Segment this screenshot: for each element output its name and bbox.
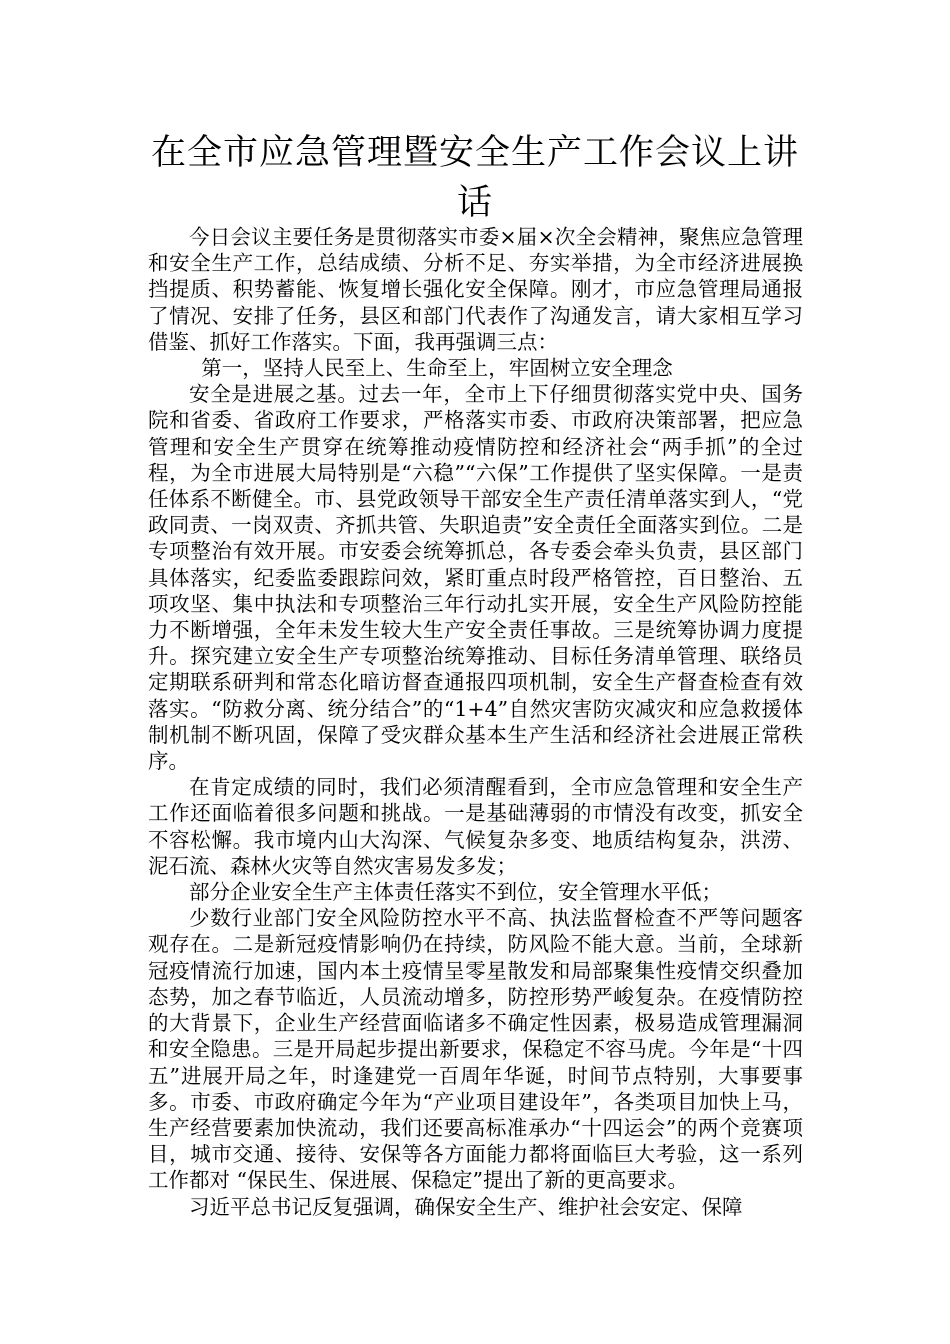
paragraph-achievements: 安全是进展之基。过去一年，全市上下仔细贯彻落实党中央、国务院和省委、省政府工作要求，严格落实市委、市政府决策部署，把应急管理和安全生产贯穿在统筹推动疫情防控和经济社会“两手抓”的全过程，为全市进展大局特别是“六稳”“六保”工作提供了坚实保障。一是责任体系不断健全。市、县党政领导干部安全生产责任清单落实到人，“党政同责、一岗双责、齐抓共管、失职追责”安全责任全面落实到位。二是专项整治有效开展。市安委会统筹抓总，各专委会牵头负责，县区部门具体落实，纪委监委跟踪问效，紧盯重点时段严格管控，百日整治、五项攻坚、集中执法和专项整治三年行动扎实开展，安全生产风险防控能力不断增强，全年未发生较大生产安全责任事故。三是统筹协调力度提升。探究建立安全生产专项整治统筹推动、目标任务清单管理、联络员定期联系研判和常态化暗访督查通报四项机制，安全生产督查检查有效落实。“防救分离、统分结合”的“1+4”自然灾害防灾减灾和应急救援体制机制不断巩固，保障了受灾群众基本生产生活和经济社会进展正常秩序。	[148, 382, 803, 774]
section-heading-first: 第一，坚持人民至上、生命至上，牢固树立安全理念	[201, 356, 673, 381]
paragraph-closing: 习近平总书记反复强调，确保安全生产、维护社会安定、保障	[189, 1194, 743, 1219]
document-body	[148, 224, 803, 1220]
paragraph-challenges: 在肯定成绩的同时，我们必须清醒看到，全市应急管理和安全生产工作还面临着很多问题和挑战。一是基础薄弱的市情没有改变，抓安全不容松懈。我市境内山大沟深、气候复杂多变、地质结构复杂，洪涝、泥石流、森林火灾等自然灾害易发多发；	[148, 775, 803, 878]
paragraph-enterprise-responsibility: 部分企业安全生产主体责任落实不到位，安全管理水平低；	[189, 880, 722, 905]
paragraph-risks: 少数行业部门安全风险防控水平不高、执法监督检查不严等问题客观存在。二是新冠疫情影响仍在持续，防风险不能大意。当前，全球新冠疫情流行加速，国内本土疫情呈零星散发和局部聚集性疫情交织叠加态势，加之春节临近，人员流动增多，防控形势严峻复杂。在疫情防控的大背景下，企业生产经营面临诸多不确定性因素，极易造成管理漏洞和安全隐患。三是开局起步提出新要求，保稳定不容马虎。今年是“十四五”进展开局之年，时逢建党一百周年华诞，时间节点特别，大事要事多。市委、市政府确定今年为“产业项目建设年”，各类项目加快上马，生产经营要素加快流动，我们还要高标准承办“十四运会”的两个竞赛项目，城市交通、接待、安保等各方面能力都将面临巨大考验，这一系列工作都对 “保民生、保进展、保稳定”提出了新的更高要求。	[148, 906, 803, 1193]
document-title: 在全市应急管理暨安全生产工作会议上讲话	[150, 133, 799, 223]
paragraph-intro: 今日会议主要任务是贯彻落实市委×届×次全会精神，聚焦应急管理和安全生产工作，总结成绩、分析不足、夯实举措，为全市经济进展换挡提质、积势蓄能、恢复增长强化安全保障。刚才，市应急管理局通报了情况、安排了任务，县区和部门代表作了沟通发言，请大家相互学习借鉴、抓好工作落实。下面，我再强调三点：	[148, 225, 803, 354]
